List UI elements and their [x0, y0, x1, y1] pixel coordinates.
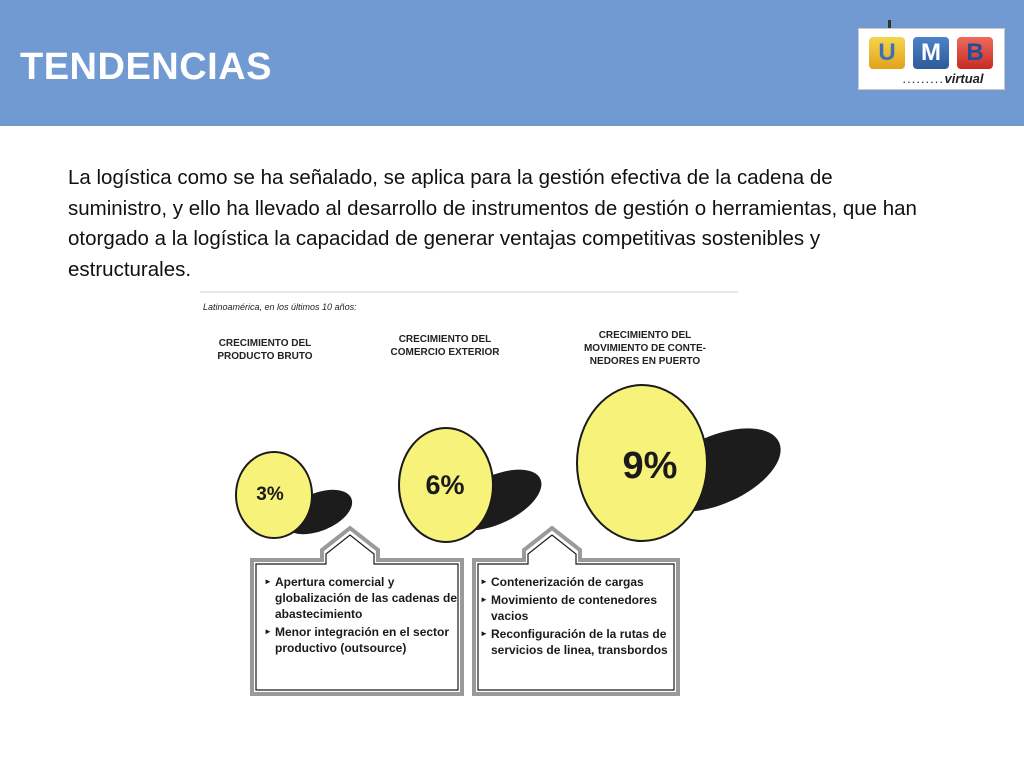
- info-box-2-bullet: ► Movimiento de contenedores vacios: [480, 592, 672, 624]
- logo-letter-u: U: [869, 37, 905, 69]
- value-contenedores: 9%: [622, 445, 678, 487]
- logo-letter-m: M: [913, 37, 949, 69]
- info-box-2-bullet: ► Reconfiguración de la rutas de servicios de linea, transbordos: [480, 626, 672, 658]
- logo-dots: .........: [903, 71, 945, 86]
- logo-letter-b: B: [957, 37, 993, 69]
- info-box-1-list: [264, 574, 458, 658]
- heading-producto-bruto: CRECIMIENTO DEL PRODUCTO BRUTO: [217, 338, 313, 362]
- body-paragraph: La logística como se ha señalado, se aplica para la gestión efectiva de la cadena de suministro, y ello ha llevado al desarrollo de instrumentos de gestión o herramientas, que han otorgado a la logística la capacidad de generar ventajas competitivas sostenibles y estructurales.: [68, 166, 917, 281]
- value-producto-bruto: 3%: [256, 484, 284, 505]
- figure-title: Latinoamérica, en los últimos 10 años:: [203, 302, 357, 312]
- info-box-2-bullet: ► Contenerización de cargas: [480, 574, 672, 590]
- slide-title: TENDENCIAS: [20, 46, 273, 88]
- heading-comercio-exterior: CRECIMIENTO DEL COMERCIO EXTERIOR: [390, 334, 500, 358]
- value-comercio-exterior: 6%: [425, 470, 465, 500]
- logo-subtitle: [903, 71, 999, 86]
- info-box-1-bullet: ► Menor integración en el sector productivo (outsource): [264, 624, 458, 656]
- info-box-1-bullet: ► Apertura comercial y globalización de las cadenas de abastecimiento: [264, 574, 458, 622]
- heading-contenedores: CRECIMIENTO DEL MOVIMIENTO DE CONTE- NEDORES EN PUERTO: [583, 330, 707, 367]
- info-box-2-list: [480, 574, 672, 660]
- logo-word: virtual: [944, 71, 984, 86]
- umb-virtual-logo: [858, 28, 1005, 90]
- growth-figure: [190, 290, 790, 700]
